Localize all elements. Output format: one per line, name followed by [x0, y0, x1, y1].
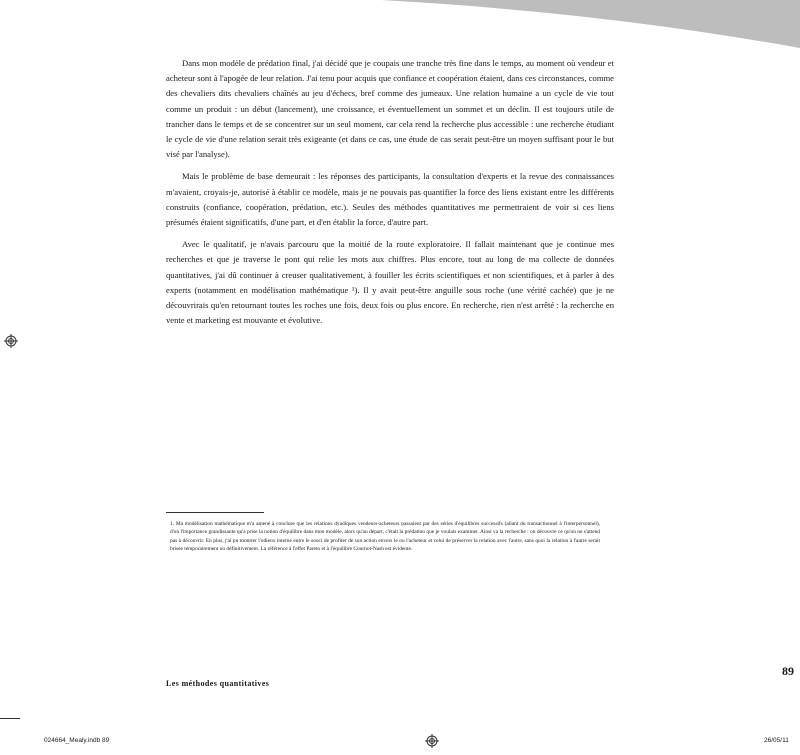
- crosshair-registration-icon: [425, 734, 439, 748]
- paragraph-1: Dans mon modèle de prédation final, j'ai décidé que je coupais une tranche très fine dans le temps, au moment où vendeur et acheteur sont à l'apogée de leur relation. J'ai tenu pour acquis que confiance et coopération étaient, dans ces circonstances, comme des chevaliers dits chevaliers chaînés au jeu d'échecs, bref comme des jumeaux. Une relation humaine a un cycle de vie tout comme un produit : un début (lancement), une croissance, et éventuellement un sommet et un déclin. Il est toujours utile de trancher dans le temps et de se concentrer sur un seul moment, car cela rend la recherche plus accessible : une recherche étudiant le cycle de vie d'une relation serait très exigeante (et dans ce cas, une étude de cas serait peut-être un moyen suffisant pour le but visé par l'analyse).: [166, 58, 614, 160]
- paragraph-3: Avec le qualitatif, je n'avais parcouru que la moitié de la route exploratoire. Il fallait maintenant que je continue mes recherches et que je traverse le pont qui relie les mots aux chiffres. Plus encore, tout au long de ma collecte de données quantitatives, j'ai dû continuer à creuser qualitativement, à fouiller les écrits scientifiques et non scientifiques, et à parler à des experts (notamment en modélisation mathématique ¹). Il y avait peut-être anguille sous roche (une vérité cachée) que je ne découvrirais qu'en retournant toutes les roches une fois, deux fois ou plus encore. En recherche, rien n'est arrêté : la recherche en vente et marketing est mouvante et évolutive.: [166, 239, 614, 326]
- crop-mark: [0, 718, 20, 719]
- crosshair-registration-icon: [4, 334, 18, 348]
- running-foot-title: Les méthodes quantitatives: [166, 679, 270, 688]
- body-text: [166, 56, 614, 328]
- page-number: 89: [782, 664, 794, 678]
- footnote-separator: [166, 512, 264, 513]
- paragraph-2: Mais le problème de base demeurait : les réponses des participants, la consultation d'experts et la revue des connaissances m'avaient, croyais-je, autorisé à établir ce modèle, mais je ne pouvais pas quantifier la force des liens existant entre les différents construits (confiance, coopération, prédation, etc.). Seules des méthodes quantitatives me permettraient de voir si ces liens présumés étaient significatifs, d'une part, et d'en établir la force, d'autre part.: [166, 171, 614, 228]
- footnote-1: 1. Ma modélisation mathématique m'a amené à conclure que les relations dyadiques vendeurs-acheteurs passaient par des séries d'équilibres successifs (allant du transactionnel à l'interpersonnel), d'où l'importance grandissante qu'a prise la notion d'équilibre dans mon modèle, alors qu'au départ, c'était la prédation que je voulais examiner. Ainsi va la recherche : on découvre ce qu'on ne s'attend pas à découvrir. En plus, j'ai pu montrer l'odieux interne entre le souci de profiter de son action envers le ou l'acheteur et celui de préserver la relation avec l'autre, sans quoi la relation à l'autre serait brisée temporairement ou définitivement. La référence à l'effet Pareto et à l'équilibre Cournot-Nash est évidente.: [170, 521, 600, 552]
- footnote: [170, 520, 600, 553]
- page-curl-shadow: [0, 0, 800, 60]
- slug-date: 26/05/11: [764, 737, 789, 744]
- slug-filename: 024664_Mealy.indb 89: [44, 737, 110, 744]
